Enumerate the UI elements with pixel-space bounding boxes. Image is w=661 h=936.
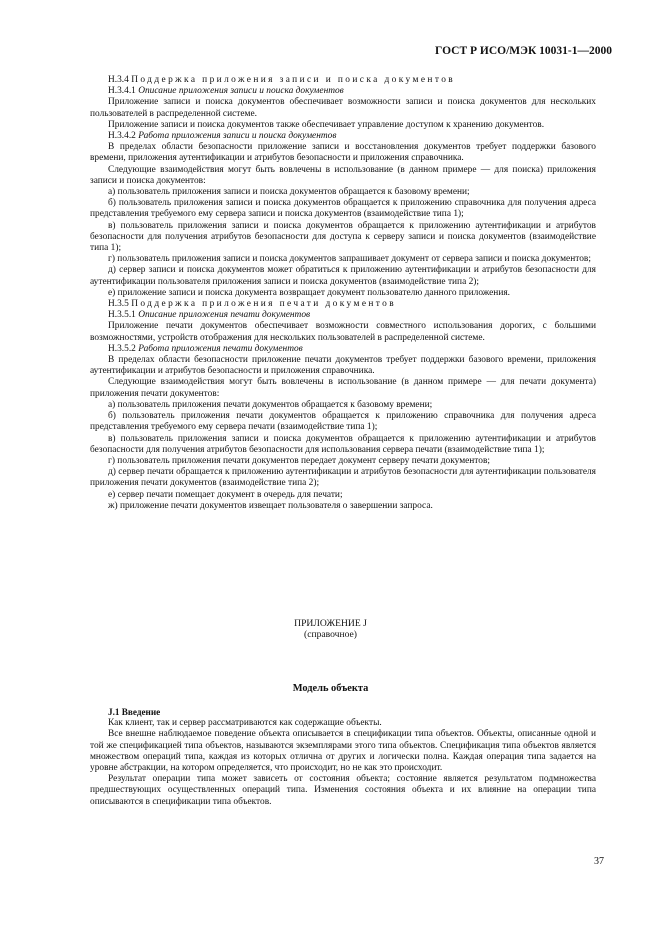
list-item: в) пользователь приложения записи и поиска документов обращается к приложению аутентификации и атрибутов безопасности для получения атрибутов безопасности для доступа к серверу записи и поиска документов (взаимодействие типа 1); [90, 220, 596, 254]
paragraph: Следующие взаимодействия могут быть вовлечены в использование (в данном примере — для печати документа) приложения печати документов: [90, 377, 596, 399]
list-item: а) пользователь приложения записи и поиска документов обращается к базовому времени; [108, 187, 470, 198]
list-item: г) пользователь приложения записи и поиска документов запрашивает документ от сервера записи и поиска документов; [108, 254, 591, 265]
list-item: ж) приложение печати документов извещает пользователя о завершении запроса. [108, 500, 433, 511]
paragraph: Следующие взаимодействия могут быть вовлечены в использование (в данном примере — для поиска) приложения записи и поиска документов: [90, 164, 596, 186]
section-heading-j1: J.1 Введение [108, 707, 161, 717]
subsection-title: Работа приложения печати документов [138, 343, 303, 354]
appendix-text-block [90, 707, 596, 808]
paragraph: В пределах области безопасности приложение печати документов требует поддержки базового времени, приложения аутентификации и атрибутов безопасности и приложения справочника. [90, 355, 596, 377]
paragraph: Все внешне наблюдаемое поведение объекта описывается в спецификации типа объектов. Объекты, описанные одной и той же спецификацией типа объектов, называются экземплярами этого типа объектов. Спецификация типа объектов является множеством операций типа, каждая из которых отлична от других и логически полна. Каждая операция типа задается на уровне абстракции, на котором определяется, что происходит, но не как это происходит. [90, 729, 596, 774]
subsection-number: Н.3.5.2 [108, 343, 136, 354]
paragraph: В пределах области безопасности приложение записи и восстановления документов требует поддержки базового времени, приложения аутентификации и атрибутов безопасности и приложения справочника. [90, 142, 596, 164]
subsection-heading-h341 [90, 86, 596, 97]
subsection-heading-h342 [90, 131, 596, 142]
list-item: е) сервер печати помещает документ в очередь для печати; [108, 489, 343, 500]
section-heading-h35 [90, 299, 596, 310]
list-item: д) сервер печати обращается к приложению аутентификации и атрибутов безопасности для аутентификации пользователя приложения печати документов (взаимодействие типа 2); [90, 467, 596, 489]
subsection-title: Описание приложения записи и поиска документов [138, 86, 344, 97]
appendix-subtitle: (справочное) [304, 629, 357, 640]
appendix-title: ПРИЛОЖЕНИЕ J [294, 618, 367, 629]
paragraph: Как клиент, так и сервер рассматриваются как содержащие объекты. [108, 718, 382, 729]
list-item: е) приложение записи и поиска документа возвращает документ пользователю данного приложения. [108, 287, 510, 298]
list-item: в) пользователь приложения записи и поиска документов обращается к приложению аутентификации и атрибутов безопасности для получения атрибутов безопасности для использования сервера печати (взаимодействие типа 1); [90, 433, 596, 455]
subsection-number: Н.3.5.1 [108, 310, 136, 321]
appendix-heading: Модель объекта [292, 683, 369, 694]
document-header: ГОСТ Р ИСО/МЭК 10031-1—2000 [435, 45, 612, 57]
subsection-heading-h352 [90, 344, 596, 355]
list-item: б) пользователь приложения печати документов обращается к приложению справочника для получения адреса представления требуемого ему сервера печати (взаимодействие типа 1); [90, 411, 596, 433]
list-item: а) пользователь приложения печати документов обращается к базовому времени; [108, 399, 433, 410]
section-number: Н.3.4 [108, 75, 129, 85]
main-text-block [90, 75, 596, 512]
paragraph: Приложение записи и поиска документов обеспечивает возможности записи и поиска документов для нескольких пользователей в распределенной системе. [90, 97, 596, 119]
list-item: г) пользователь приложения печати документов передает документ серверу печати документов; [108, 455, 490, 466]
paragraph: Приложение печати документов обеспечивает возможности совместного использования дорогих, с большими возможностями, устройств отображения для нескольких пользователей в распределенной системе. [90, 321, 596, 343]
section-number: Н.3.5 [108, 299, 129, 310]
subsection-title: Описание приложения печати документов [138, 310, 311, 321]
section-heading-h34 [90, 75, 596, 86]
subsection-heading-h351 [90, 310, 596, 321]
section-title: Поддержка приложения записи и поиска документов [131, 75, 456, 85]
list-item: д) сервер записи и поиска документов может обратиться к приложению аутентификации и атрибутов безопасности для аутентификации пользователя приложения записи и поиска документов (взаимодействие типа 2); [90, 265, 596, 287]
subsection-number: Н.3.4.1 [108, 86, 136, 97]
paragraph: Приложение записи и поиска документов также обеспечивает управление доступом к хранению документов. [108, 119, 545, 130]
subsection-title: Работа приложения записи и поиска документов [138, 131, 337, 142]
paragraph: Результат операции типа может зависеть от состояния объекта; состояние является результатом подмножества предшествующих осуществленных операций типа. Изменения состояния объекта и их влияние на операции типа описываются в спецификации типа объектов. [90, 774, 596, 807]
page-number: 37 [594, 856, 604, 867]
list-item: б) пользователь приложения записи и поиска документов обращается к приложению справочника для получения адреса представления требуемого ему сервера записи и поиска документов (взаимодействие типа 1); [90, 198, 596, 220]
subsection-number: Н.3.4.2 [108, 131, 136, 142]
section-title: Поддержка приложения печати документов [131, 299, 397, 310]
